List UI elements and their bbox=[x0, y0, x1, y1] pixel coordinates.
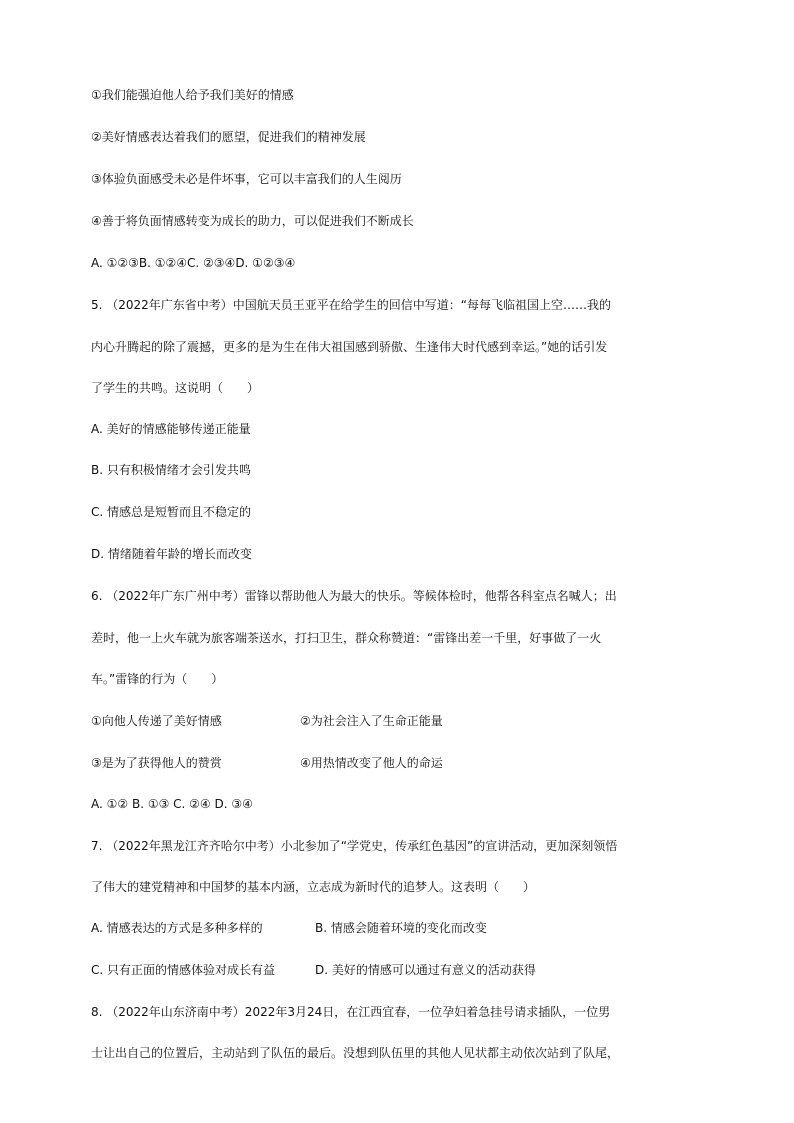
q5-option-c: C. 情感总是短暂而且不稳定的 bbox=[91, 505, 252, 519]
q6-statement-1: ①向他人传递了美好情感 bbox=[91, 714, 222, 728]
q6-statement-2: ②为社会注入了生命正能量 bbox=[300, 714, 443, 728]
q6-stem-line-3: 车。”雷锋的行为（ ） bbox=[91, 672, 224, 686]
q7-stem-line-2: 了伟大的建党精神和中国梦的基本内涵，立志成为新时代的追梦人。这表明（ ） bbox=[91, 880, 536, 894]
q4-options: A. ①②③B. ①②④C. ②③④D. ①②③④ bbox=[91, 256, 296, 270]
q5-stem-line-3: 了学生的共鸣。这说明（ ） bbox=[91, 381, 260, 395]
q5-option-b: B. 只有积极情绪才会引发共鸣 bbox=[91, 463, 251, 477]
q7-option-b: B. 情感会随着环境的变化而改变 bbox=[315, 921, 487, 935]
q6-statement-4: ④用热情改变了他人的命运 bbox=[300, 756, 443, 770]
q5-option-d: D. 情绪随着年龄的增长而改变 bbox=[91, 547, 252, 561]
q5-stem-line-2: 内心升腾起的除了震撼，更多的是为生在伟大祖国感到骄傲、生逢伟大时代感到幸运。”她的话引发 bbox=[91, 340, 608, 354]
q7-option-c: C. 只有正面的情感体验对成长有益 bbox=[91, 963, 276, 977]
q7-option-a: A. 情感表达的方式是多种多样的 bbox=[91, 921, 263, 935]
q5-stem-line-1: 5. （2022年广东省中考）中国航天员王亚平在给学生的回信中写道：“每每飞临祖国上空……我的 bbox=[91, 298, 612, 312]
q4-statement-2: ②美好情感表达着我们的愿望，促进我们的精神发展 bbox=[91, 130, 366, 144]
q4-statement-3: ③体验负面感受未必是件坏事，它可以丰富我们的人生阅历 bbox=[91, 172, 402, 186]
q6-stem-line-1: 6. （2022年广东广州中考）雷锋以帮助他人为最大的快乐。等候体检时，他帮各科室点名喊人；出 bbox=[91, 589, 617, 603]
q8-stem-line-2: 士让出自己的位置后，主动站到了队伍的最后。没想到队伍里的其他人见状都主动依次站到了队尾， bbox=[91, 1046, 620, 1060]
q5-option-a: A. 美好的情感能够传递正能量 bbox=[91, 422, 251, 436]
q7-options-row-2 bbox=[91, 962, 711, 978]
q4-statement-1: ①我们能强迫他人给予我们美好的情感 bbox=[91, 88, 294, 102]
q6-options: A. ①② B. ①③ C. ②④ D. ③④ bbox=[91, 797, 253, 811]
q7-stem-line-1: 7. （2022年黑龙江齐齐哈尔中考）小北参加了“学党史，传承红色基因”的宣讲活动，更加深刻领悟 bbox=[91, 839, 618, 853]
q7-options-row-1 bbox=[91, 920, 711, 936]
q6-statement-3: ③是为了获得他人的赞赏 bbox=[91, 756, 222, 770]
q6-statements-row-1 bbox=[91, 713, 711, 729]
q6-statements-row-2 bbox=[91, 755, 711, 771]
q6-stem-line-2: 差时，他一上火车就为旅客端茶送水，打扫卫生，群众称赞道：“雷锋出差一千里，好事做了一火 bbox=[91, 631, 602, 645]
q7-option-d: D. 美好的情感可以通过有意义的活动获得 bbox=[315, 963, 536, 977]
q8-stem-line-1: 8. （2022年山东济南中考）2022年3月24日，在江西宜春，一位孕妇着急挂号请求插队，一位男 bbox=[91, 1005, 611, 1019]
q4-statement-4: ④善于将负面情感转变为成长的助力，可以促进我们不断成长 bbox=[91, 214, 414, 228]
